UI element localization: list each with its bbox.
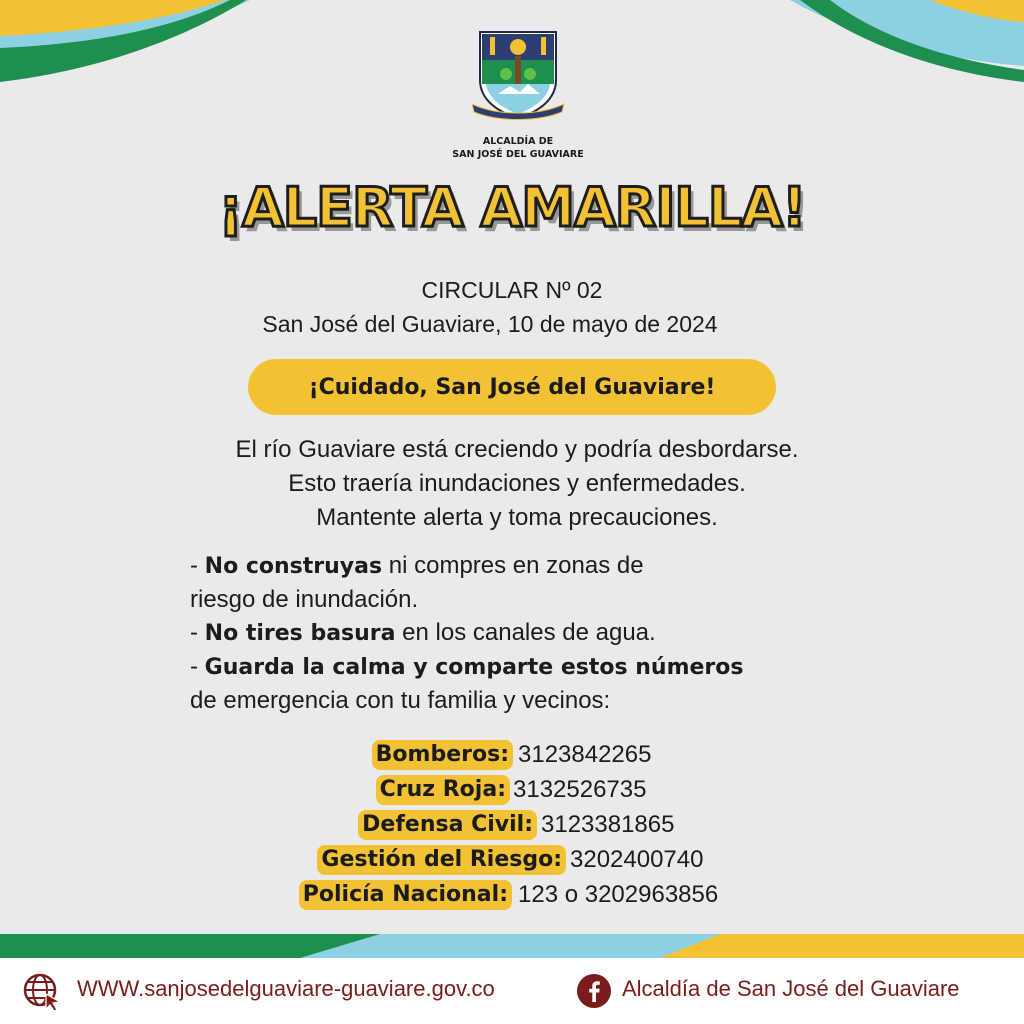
intro-line: El río Guaviare está creciendo y podría desbordarse. — [235, 436, 799, 463]
contact-label: Policía Nacional: — [299, 880, 512, 910]
facebook-page-link[interactable]: Alcaldía de San José del Guaviare — [622, 976, 960, 1001]
tip-item — [190, 650, 870, 684]
tip-dash: - — [190, 552, 205, 579]
contact-label: Cruz Roja: — [376, 775, 510, 805]
contact-label: Bomberos: — [372, 740, 513, 770]
contact-label: Defensa Civil: — [358, 810, 537, 840]
globe-cursor-icon — [22, 972, 62, 1012]
contact-number: 3123381865 — [541, 811, 675, 838]
contact-number: 3123842265 — [518, 741, 652, 768]
municipality-coat-of-arms-logo — [468, 28, 568, 124]
contact-number: 3132526735 — [513, 776, 647, 803]
contact-label: Gestión del Riesgo: — [317, 845, 566, 875]
logo-caption-line1: ALCALDÍA DE — [482, 136, 554, 147]
intro-paragraph — [0, 433, 1024, 535]
facebook-icon — [576, 973, 612, 1009]
circular-number: CIRCULAR Nº 02 — [421, 277, 603, 303]
tip-item — [190, 549, 870, 583]
intro-line: Mantente alerta y toma precauciones. — [316, 504, 718, 531]
tip-text: ni compres en zonas de — [382, 552, 644, 579]
contact-number: 3202400740 — [570, 846, 704, 873]
contact-row-bomberos — [0, 738, 1024, 772]
contact-row-policia — [0, 878, 1024, 912]
tip-text: en los canales de agua. — [395, 619, 656, 646]
tip-dash: - — [190, 619, 205, 646]
safety-tips — [190, 549, 870, 717]
tip-continuation: de emergencia con tu familia y vecinos: — [190, 687, 611, 714]
logo-caption-line2: SAN JOSÉ DEL GUAVIARE — [452, 149, 584, 160]
logo-caption — [418, 135, 618, 161]
tip-bold: No construyas — [204, 554, 383, 579]
tip-bold: No tires basura — [204, 621, 396, 646]
contact-number: 123 o 3202963856 — [518, 881, 719, 908]
intro-line: Esto traería inundaciones y enfermedades. — [288, 470, 746, 497]
warning-highlight-text: ¡Cuidado, San José del Guaviare! — [308, 374, 716, 400]
contact-row-cruz-roja — [0, 773, 1024, 807]
contact-row-gestion-riesgo — [0, 843, 1024, 877]
website-link[interactable]: WWW.sanjosedelguaviare-guaviare.gov.co — [77, 976, 495, 1001]
warning-highlight-pill — [248, 359, 776, 415]
tip-item — [190, 616, 870, 650]
alert-title: ¡ALERTA AMARILLA! — [218, 176, 806, 239]
tip-bold: Guarda la calma y comparte estos números — [204, 655, 744, 680]
tip-continuation: riesgo de inundación. — [190, 586, 419, 613]
circular-date: San José del Guaviare, 10 de mayo de 2024 — [262, 311, 718, 337]
tip-dash: - — [190, 653, 205, 680]
footer-bar — [0, 958, 1024, 1024]
contact-row-defensa-civil — [0, 808, 1024, 842]
